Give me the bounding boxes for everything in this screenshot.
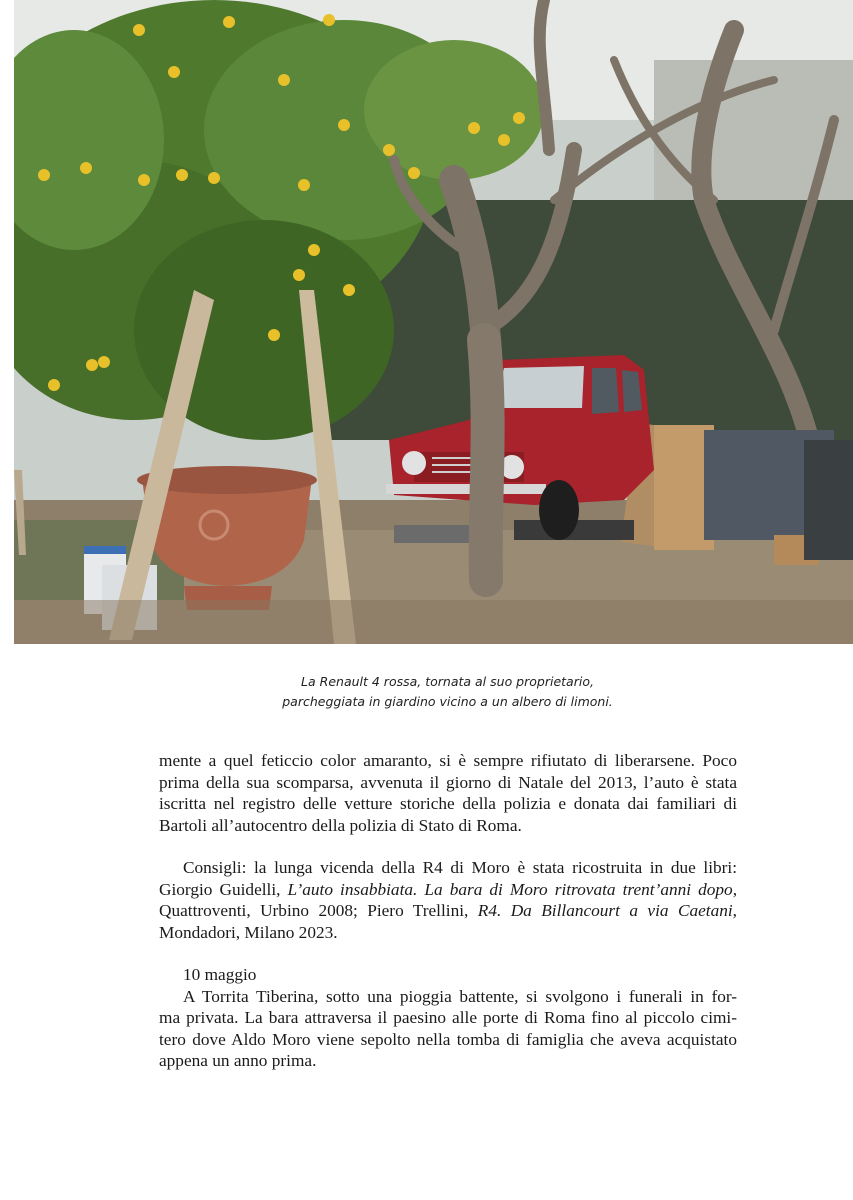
text-line [159, 900, 737, 922]
caption-line: parcheggiata in giardino vicino a un albero di limoni. [282, 694, 613, 709]
paragraph-spacer [159, 943, 737, 964]
text-run: Quattroventi, Urbino 2008; Piero Trellini, [159, 901, 478, 920]
text-run: , [732, 879, 738, 899]
text-line: A Torrita Tiberina, sotto una pioggia battente, si svolgono i funerali in for- [183, 986, 737, 1006]
caption-line: La Renault 4 rossa, tornata al suo proprietario, [301, 674, 594, 689]
text-line: Consigli: la lunga vicenda della R4 di Moro è stata ricostruita in due libri: [183, 858, 737, 877]
text-line: tero dove Aldo Moro viene sepolto nella tomba di famiglia che aveva acquistato [159, 1029, 737, 1049]
book-title: R4. Da Billancourt a via Caetani [477, 901, 733, 920]
paragraph-2 [159, 857, 737, 943]
text-line: iscritta nel registro delle vetture storiche della polizia e donata dai familiari di [159, 794, 737, 813]
text-line: Mondadori, Milano 2023. [159, 922, 338, 942]
figure-caption [200, 672, 695, 712]
paragraph-spacer [159, 836, 737, 857]
paragraph-3 [159, 964, 737, 1072]
text-line: ma privata. La bara attraversa il paesino alle porte di Roma fino al piccolo cimi- [159, 1008, 737, 1027]
photo-illustration [14, 0, 853, 644]
photo-lemon-tree-red-renault4 [14, 0, 853, 644]
body-text [159, 750, 737, 1072]
book-title: L’auto insabbiata. La bara di Moro ritrovata trent’anni dopo [287, 879, 733, 899]
paragraph-1 [159, 750, 737, 836]
text-line: appena un anno prima. [159, 1051, 317, 1070]
text-run: , [732, 901, 737, 920]
text-run: Giorgio Guidelli, [159, 879, 288, 899]
text-line: prima della sua scomparsa, avvenuta il giorno di Natale del 2013, l’auto è stata [159, 772, 737, 792]
text-line: mente a quel feticcio color amaranto, si è sempre rifiutato di liberarsene. Poco [159, 751, 737, 770]
entry-date: 10 maggio [183, 965, 257, 984]
text-line [159, 879, 737, 901]
text-line: Bartoli all’autocentro della polizia di Stato di Roma. [159, 815, 522, 835]
